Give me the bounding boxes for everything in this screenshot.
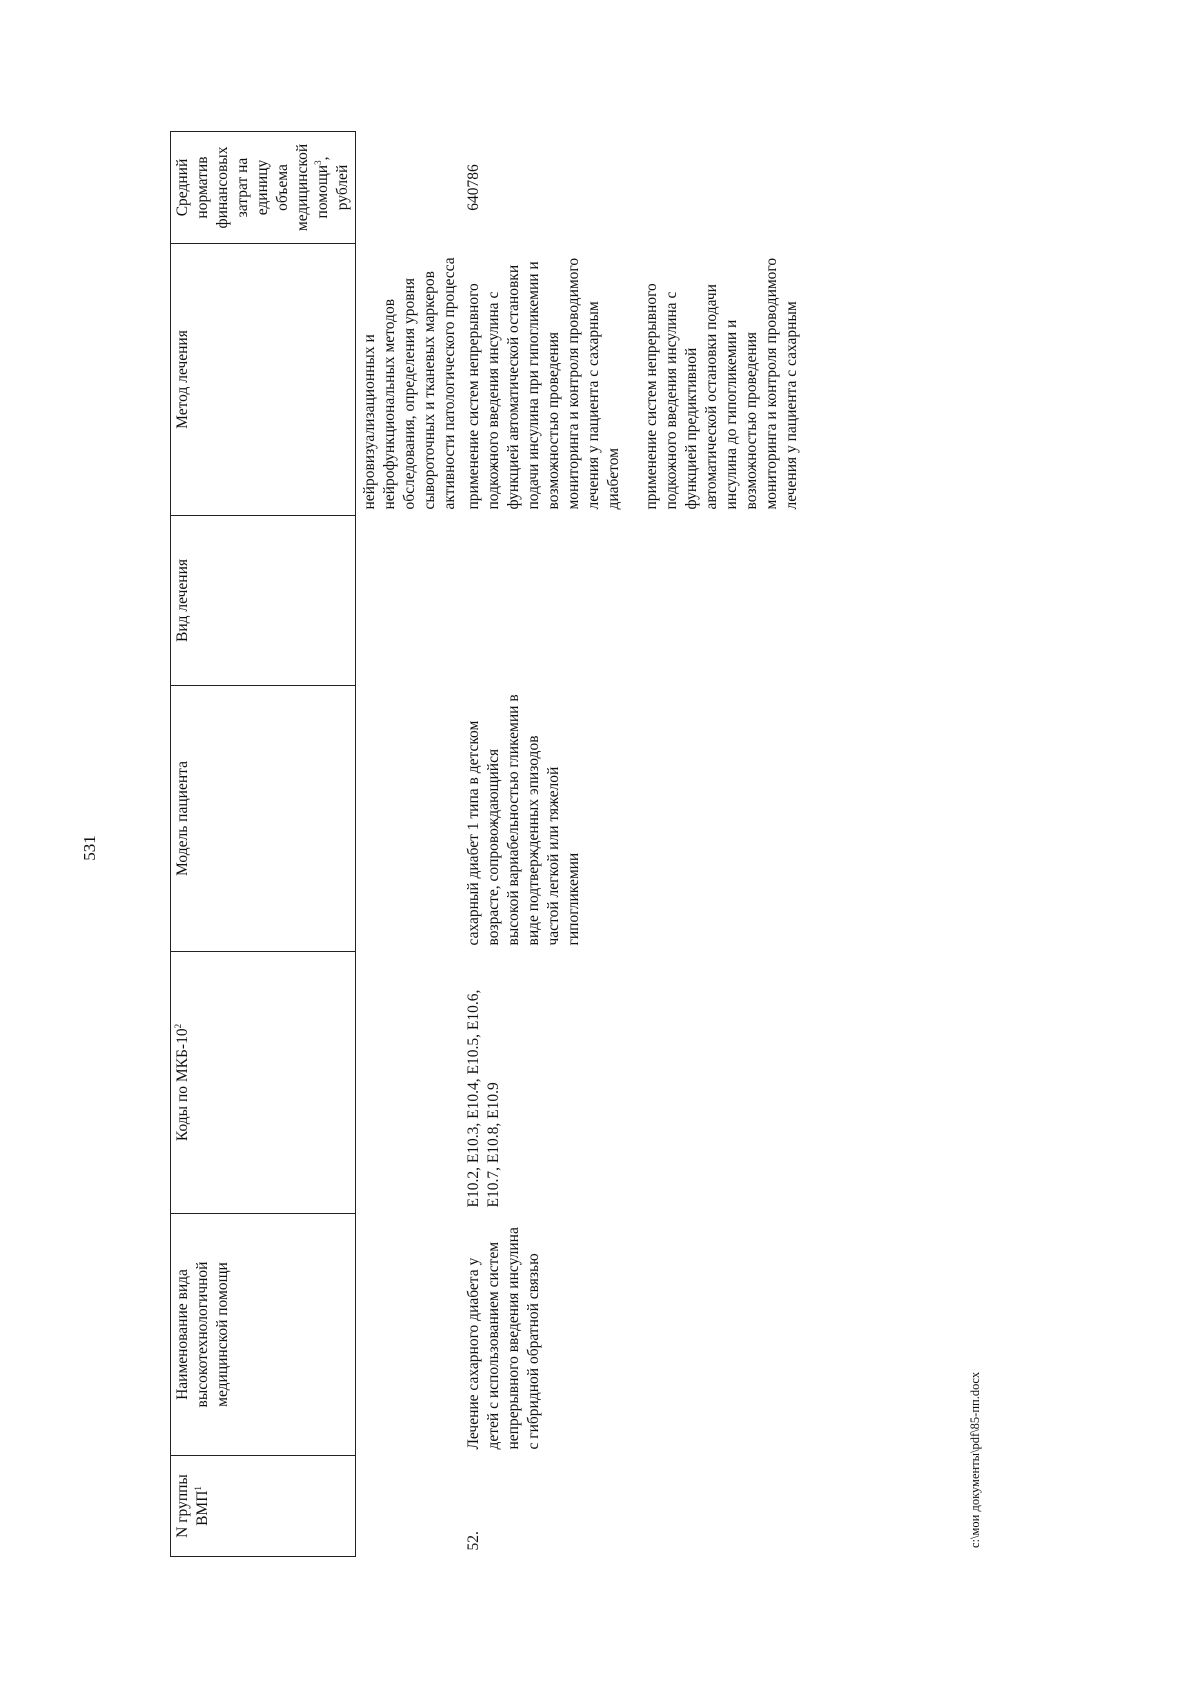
table-row	[460, 132, 820, 1557]
row-treatment-method	[460, 244, 820, 516]
footer-file-path: c:\мои документы\pdf\85-пп.docx	[968, 1371, 982, 1548]
row-patient-model: сахарный диабет 1 типа в детском возрасте, сопровождающийся высокой вариабельностью гликемии в виде подтвержденных эпизодов частой легкой или тяжелой гипогликемии	[465, 694, 582, 946]
header-vmp-name: Наименование вида высокотехнологичной медицинской помощи	[171, 1214, 356, 1456]
row-vmp-name: Лечение сахарного диабета у детей с использованием систем непрерывного введения инсулина с гибридной обратной связью	[465, 1227, 542, 1450]
page-number: 531	[80, 835, 99, 861]
method-option-1: применение систем непрерывного подкожного введения инсулина с функцией автоматической остановки подачи инсулина при гипогликемии и возможностью проведения мониторинга и контроля проводимого лечения у пациента с сахарным диабетом	[465, 257, 622, 510]
table-row	[356, 132, 461, 1557]
header-mkb-codes: Коды по МКБ-$10^2$	[171, 952, 356, 1214]
row-group-number: 52.	[465, 1531, 482, 1551]
header-patient-model: Модель пациента	[171, 686, 356, 952]
header-cost-norm: Средний норматив финансовых затрат на единицу объема медицинской помощи$^3$, рублей	[171, 132, 356, 244]
method-option-2: применение систем непрерывного подкожного введения инсулина с функцией предиктивной автоматической остановки подачи инсулина до гипогликемии и возможностью проведения мониторинга и контроля проводимого лечения у пациента с сахарным	[643, 257, 800, 510]
vmp-table	[170, 131, 820, 1557]
row-cost-value: 640786	[465, 164, 482, 211]
table-header-row	[171, 132, 356, 1557]
header-treatment-type: Вид лечения	[171, 516, 356, 686]
row-treatment-type	[460, 516, 820, 686]
header-treatment-method: Метод лечения	[171, 244, 356, 516]
row-mkb-codes: E10.2, E10.3, E10.4, E10.5, E10.6, E10.7, E10.8, E10.9	[465, 989, 502, 1208]
continuation-method-cell: нейровизуализационных и нейрофункциональных методов обследования, определения уровня сывороточных и тканевых маркеров активности патологического процесса	[361, 257, 458, 510]
header-group-number: N группы ВМП$^1$	[171, 1456, 356, 1557]
